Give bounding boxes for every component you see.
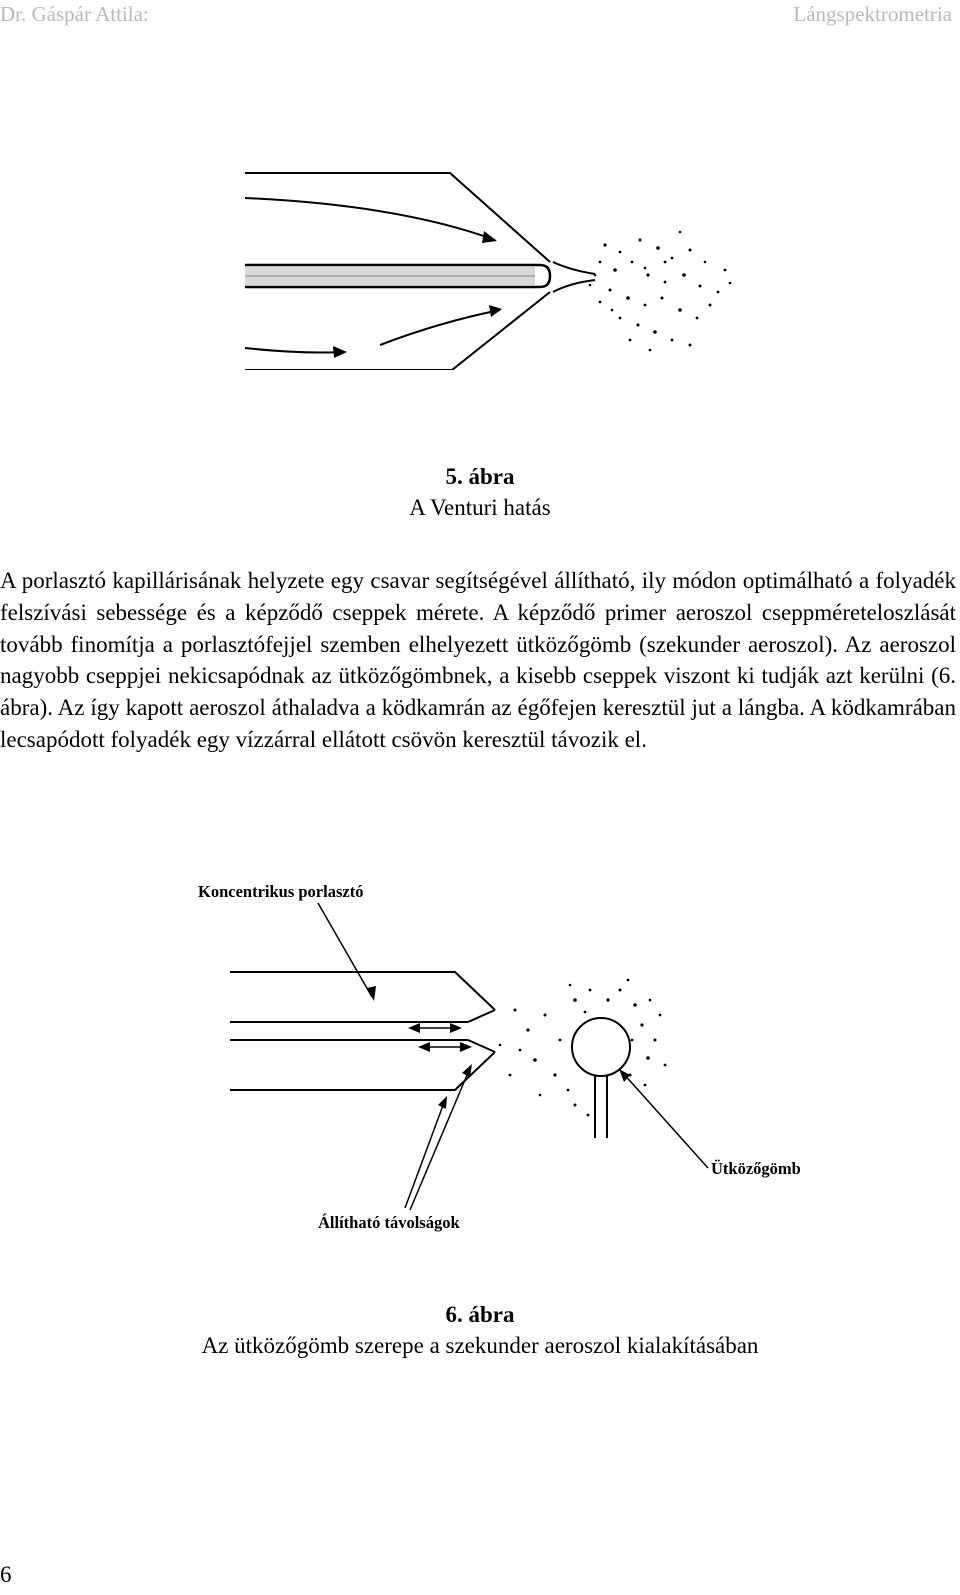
impact-bead-diagram <box>0 870 960 1240</box>
flow-arrow-lower <box>245 348 345 353</box>
label-impact-bead: Ütközőgömb <box>711 1159 801 1178</box>
figure5-title: A Venturi hatás <box>409 495 551 520</box>
nozzle-housing-upper <box>245 173 550 262</box>
nozzle-upper <box>230 972 495 1010</box>
figure6-caption <box>0 1299 960 1361</box>
venturi-diagram <box>0 160 960 370</box>
label-adjustable-distances: Állítható távolságok <box>318 1213 460 1232</box>
flow-arrow-lower-2 <box>553 280 595 292</box>
spray-droplets <box>589 231 732 352</box>
nozzle-housing-lower <box>245 292 550 370</box>
distance-leader-1 <box>405 1100 445 1208</box>
figure5-number: 5. ábra <box>445 464 515 489</box>
droplets <box>499 979 667 1117</box>
page-header <box>0 2 952 28</box>
page-number: 6 <box>0 1562 12 1587</box>
figure5-caption <box>0 461 960 523</box>
figure6-number: 6. ábra <box>445 1302 515 1327</box>
header-author: Dr. Gáspár Attila: <box>0 2 149 26</box>
flow-arrow-upper <box>245 198 495 240</box>
flow-arrow-upper-2 <box>553 262 595 274</box>
header-subject: Lángspektrometria <box>793 2 952 26</box>
impact-bead <box>572 1018 630 1076</box>
nebulizer-leader <box>318 903 372 997</box>
bead-leader <box>622 1072 708 1168</box>
body-paragraph: A porlasztó kapillárisának helyzete egy csavar segítségével állítható, ily módon optimálható a folyadék felszívási sebessége és a képződő cseppek mérete. A képződő primer aeroszol cseppméreteloszlását tovább finomítja a porlasztófejjel szemben elhelyezett ütközőgömb (szekunder aeroszol). Az aeroszol nagyobb cseppjei nekicsapódnak az ütközőgömbnek, a kisebb cseppek viszont ki tudják azt kerülni (6. ábra). Az így kapott aeroszol áthaladva a ködkamrán az égőfejen keresztül jut a lángba. A ködkamrában lecsapódott folyadék egy vízzárral ellátott csövön keresztül távozik el. <box>0 568 956 752</box>
figure6-title: Az ütközőgömb szerepe a szekunder aeroszol kialakításában <box>201 1333 759 1358</box>
flow-arrow-mid <box>380 310 500 345</box>
label-nebulizer: Koncentrikus porlasztó <box>198 882 364 901</box>
nozzle-lower <box>230 1052 495 1090</box>
